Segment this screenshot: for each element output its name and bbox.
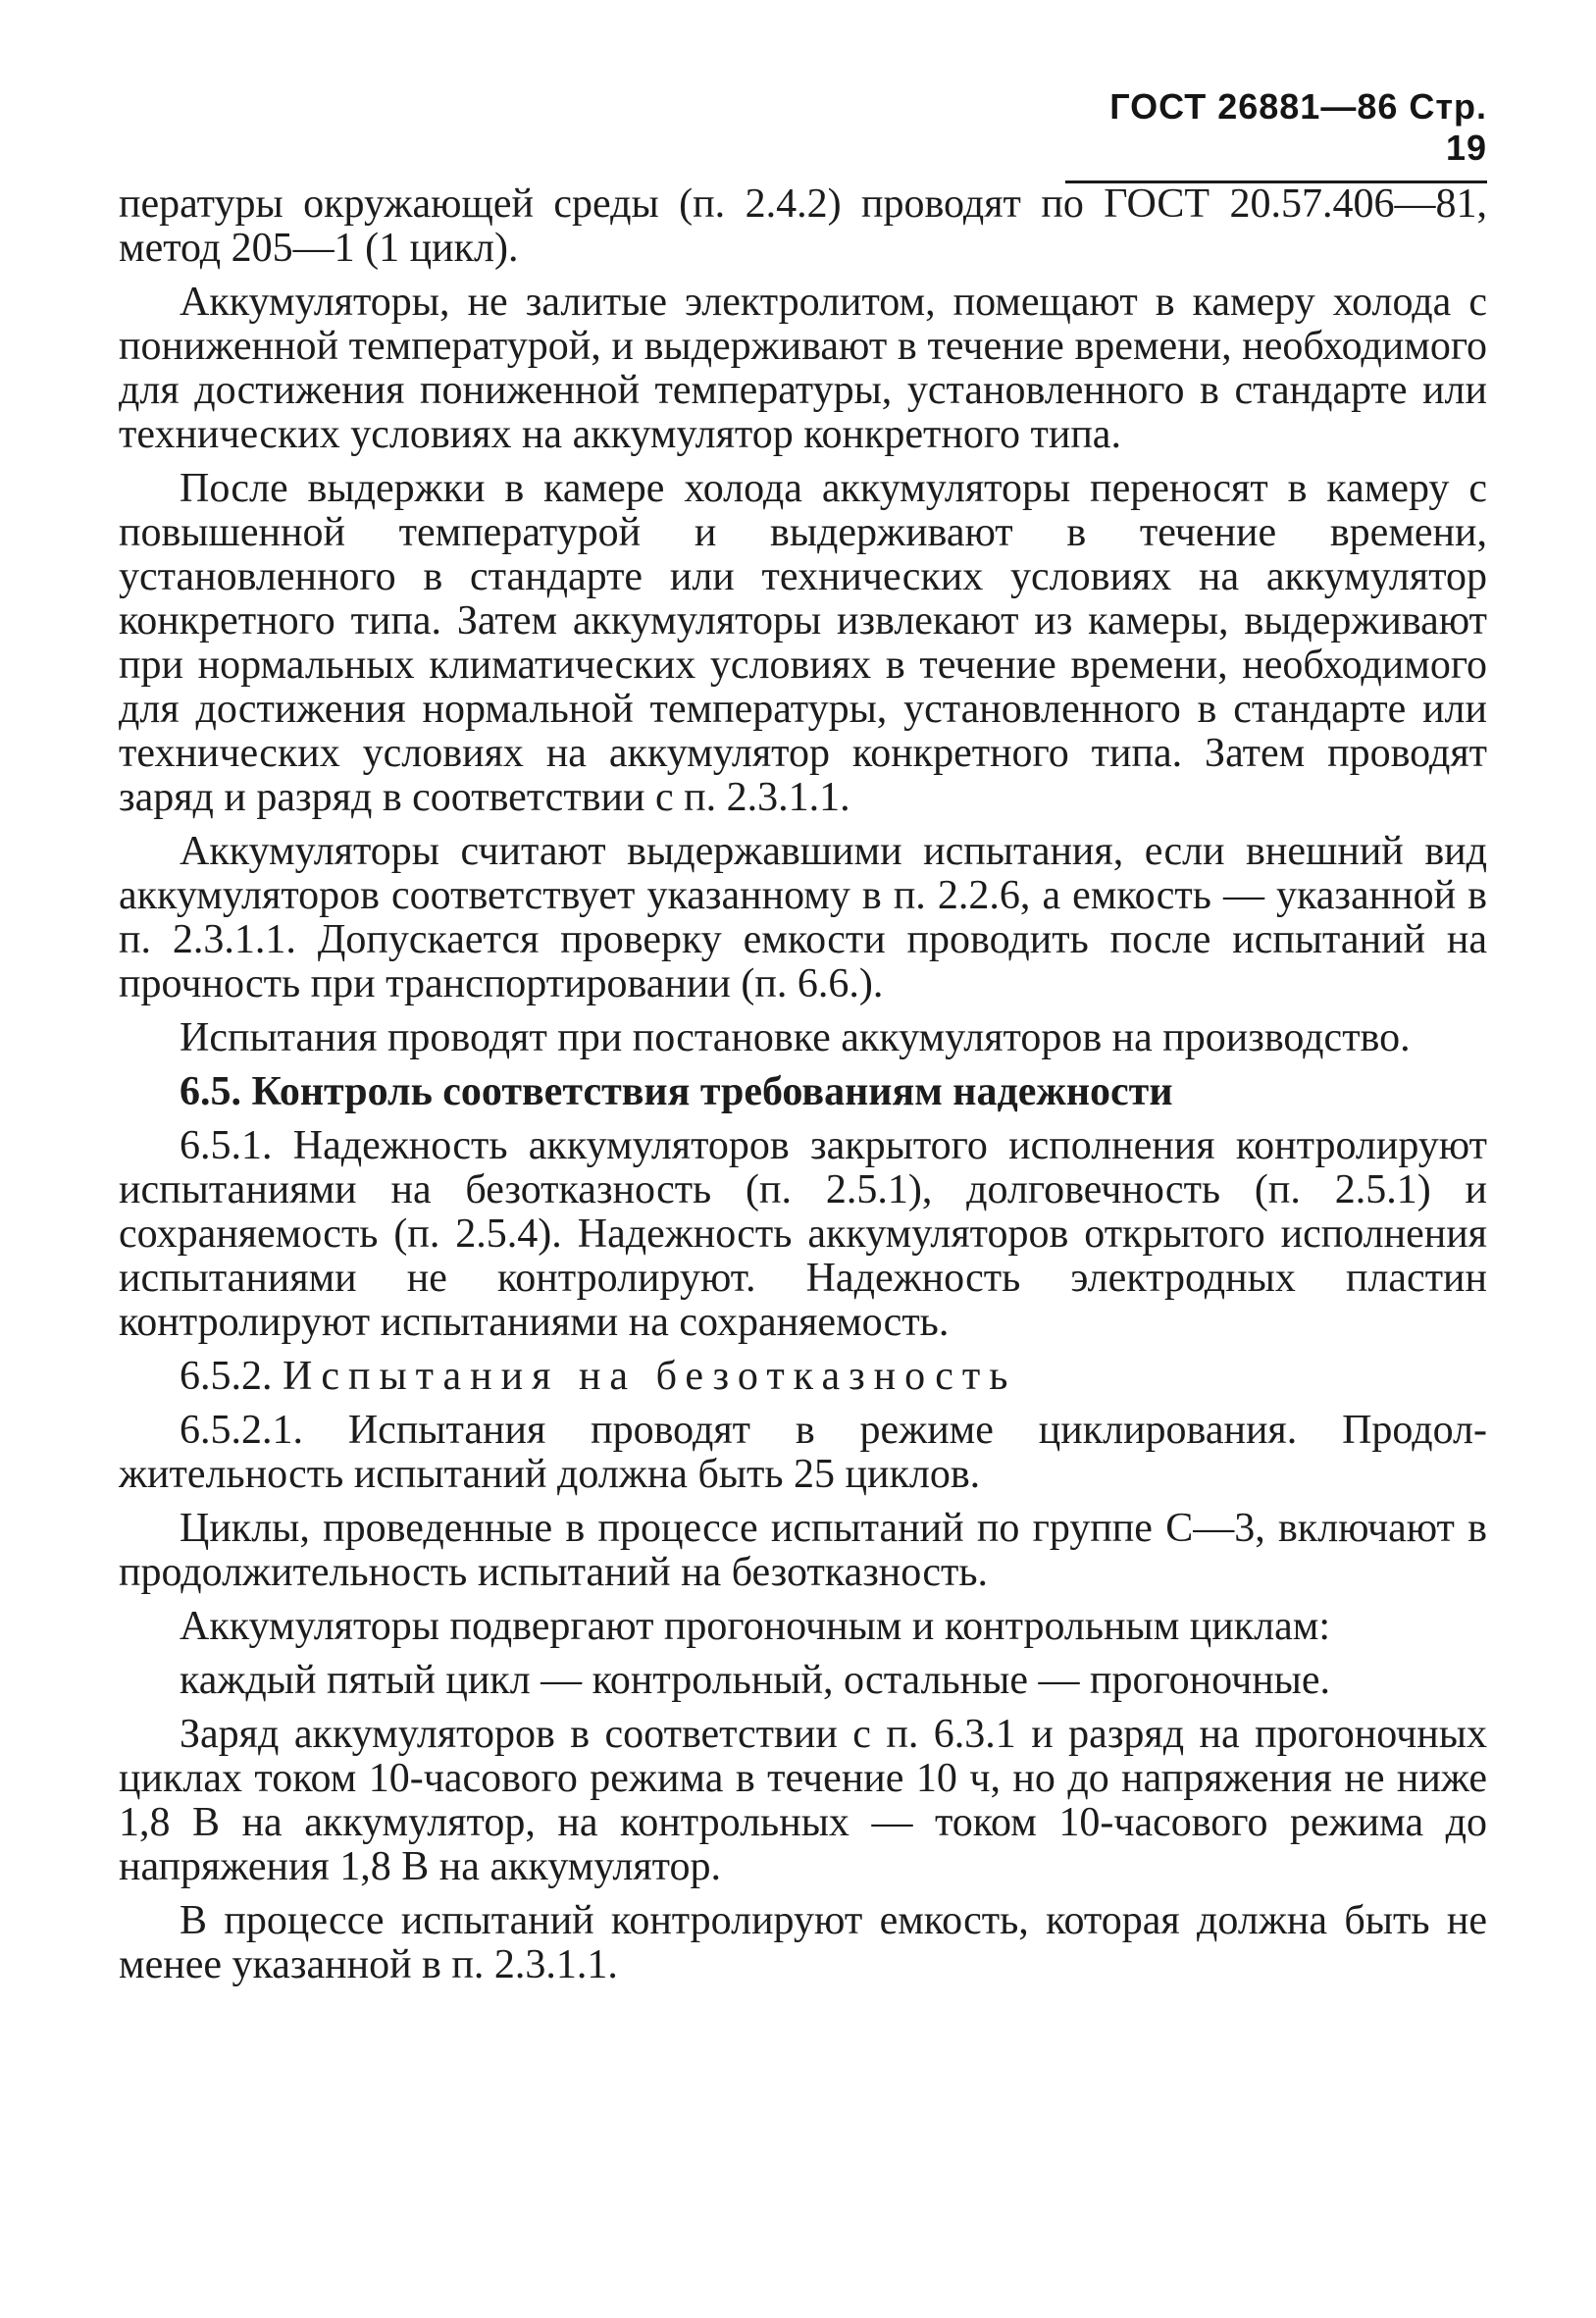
paragraph: Аккумуляторы, не залитые электролитом, помещают в камеру холода с пониженной температурой, и выдерживают в течение времени, необходимого для достижения пониженной температуры, установленного в стандарте или технических условиях на аккумулятор конкретного типа. [119, 280, 1487, 457]
paragraph: Аккумуляторы считают выдержавшими испытания, если внешний вид аккумуляторов соответствует указанному в п. 2.2.6, а емкость — указанной в п. 2.3.1.1. Допускается проверку емкости проводить после испытаний на прочность при транспортировании (п. 6.6.). [119, 829, 1487, 1006]
subsection-number: 6.5.2. [180, 1354, 273, 1399]
subsection-heading [119, 1355, 1487, 1399]
paragraph: Испытания проводят при постановке аккумуляторов на производство. [180, 1015, 1411, 1060]
paragraph: В процессе испытаний контролируют емкость, которая должна быть не менее указанной в п. 2.3.1.1. [119, 1898, 1487, 1987]
running-header: ГОСТ 26881—86 Стр. 19 [1065, 86, 1487, 183]
body-text [119, 182, 1487, 1997]
section-heading: 6.5. Контроль соответствия требованиям надежности [180, 1069, 1173, 1114]
paragraph: каждый пятый цикл — контрольный, остальные — прогоночные. [180, 1658, 1331, 1703]
paragraph: 6.5.1. Надежность аккумуляторов закрытого исполнения контролируют испытаниями на безотказность (п. 2.5.1), долговечность (п. 2.5.1) и сохраняемость (п. 2.5.4). Надежность аккумуляторов открытого исполнения испытаниями не контролируют. Надежность электродных пластин контролируют испытаниями на сохраняемость. [119, 1123, 1487, 1345]
paragraph: После выдержки в камере холода аккумуляторы переносят в камеру с повышенной температурой и выдерживают в течение времени, установленного в стандарте или технических условиях на аккумулятор конкретного типа. Затем аккумуляторы извлекают из камеры, выдерживают при нормальных климатических условиях в течение времени, необходимого для достижения нормальной температуры, установленного в стандарте или технических условиях на аккумулятор конкретного типа. Затем проводят заряд и разряд в соответствии с п. 2.3.1.1. [119, 466, 1487, 820]
paragraph: Циклы, проведенные в процессе испытаний по группе С—3, включают в продолжительность испытаний на безотказность. [119, 1506, 1487, 1595]
paragraph-continuation: пературы окружающей среды (п. 2.4.2) проводят по ГОСТ 20.57.406—81, метод 205—1 (1 цикл). [119, 181, 1487, 271]
subsection-title: Испытания на безотказность [283, 1354, 1017, 1399]
paragraph: 6.5.2.1. Испытания проводят в режиме циклирования. Продолжительность испытаний должна быть 25 циклов. [119, 1408, 1487, 1497]
paragraph: Аккумуляторы подвергают прогоночным и контрольным циклам: [180, 1604, 1331, 1649]
paragraph: Заряд аккумуляторов в соответствии с п. 6.3.1 и разряд на прогоночных циклах током 10-часового режима в течение 10 ч, но до напряжения не ниже 1,8 В на аккумулятор, на контрольных — током 10-часового режима до напряжения 1,8 В на аккумулятор. [119, 1712, 1487, 1889]
